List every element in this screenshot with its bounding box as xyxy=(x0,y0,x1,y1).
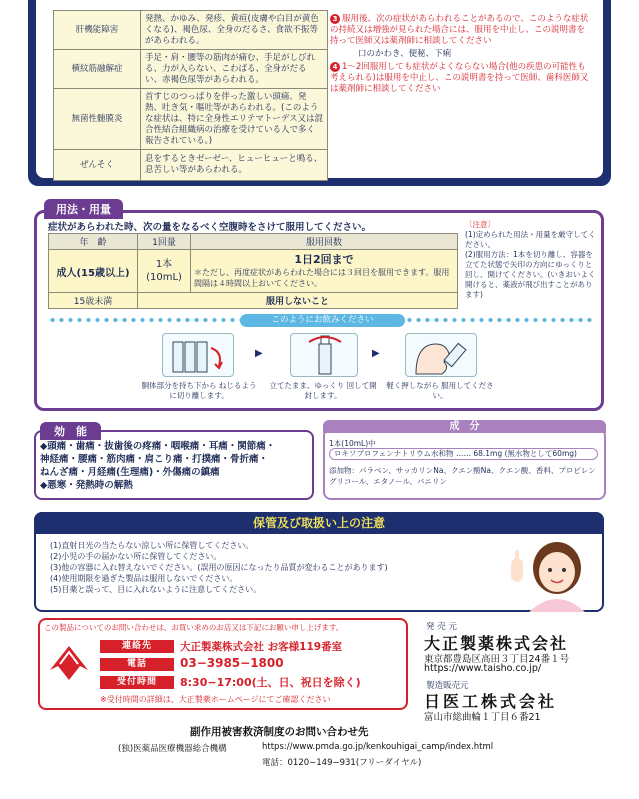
col-dose: 1回量 xyxy=(138,234,191,250)
contact-intro: この製品についてのお問い合わせは、お買い求めのお店又は下記にお願い申し上げます。 xyxy=(44,623,344,632)
contact-company: 大正製薬株式会社 お客様119番室 xyxy=(180,641,343,653)
col-frequency: 服用回数 xyxy=(191,234,458,250)
child-instruction: 服用しないこと xyxy=(138,293,458,309)
open-bottle-icon xyxy=(291,334,359,378)
list-item: (3)他の容器に入れ替えないでください。(誤用の原因になったり品質が変わることがあります) xyxy=(50,563,388,572)
efficacy-tab: 効 能 xyxy=(40,422,101,440)
list-item: (4)使用期限を過ぎた製品は服用しないでください。 xyxy=(50,574,238,583)
hours-note: ※受付時間の詳細は、大正製薬ホームページにてご確認ください xyxy=(100,695,331,704)
symptom-desc: 首すじのつっぱりを伴った激しい頭痛、発熱、吐き気・嘔吐等があらわれる。(このような症状は、特に全身性エリテマトーデス又は混合性結合組織病の治療を受けている人で多く報告されている。) xyxy=(141,89,328,150)
step3-label: 軽く押しながら 服用してください。 xyxy=(386,381,494,400)
arrow-right-icon: ▶ xyxy=(255,348,263,359)
tear-off-icon xyxy=(163,334,235,378)
efficacy-text: ◆頭痛・歯痛・抜歯後の疼痛・咽喉痛・耳痛・関節痛・ 神経痛・腰痛・筋肉痛・肩こり痛・打撲痛・骨折痛・ ねんざ痛・月経痛(生理痛)・外傷痛の鎮痛 ◆悪寒・発熱時の解熱 xyxy=(40,441,276,491)
note-3-symptoms: 口のかわき、便秘、下痢 xyxy=(358,49,452,59)
note-4: 4 1～2回服用しても症状がよくならない場合(他の疾患の可能性も考えられる)は服用を中止し、この説明書を持って医師、歯科医師又は薬剤師に相談してください xyxy=(330,62,589,94)
dosage-caution: 〔注意〕 (1)定められた用法・用量を厳守してください。 (2)服用方法：1本を切り離し、容器を立てた状態で矢印の方向にゆっくりと回し、開けてください。(いきおいよく開けると、薬液が飛び出すことがあります) xyxy=(465,220,596,299)
table-row xyxy=(54,150,328,181)
seller-label: 発 売 元 xyxy=(426,622,457,632)
dosage-intro: 症状があらわれた時、次の量をなるべく空腹時をさけて服用してください。 xyxy=(48,222,372,233)
list-item: (2)小児の手の届かない所に保管してください。 xyxy=(50,552,222,561)
maker-label: 製造販売元 xyxy=(426,681,469,691)
phone-label: 電話 xyxy=(100,658,174,671)
additives: 添加物：パラベン、サッカリンNa、クエン酸Na、クエン酸、香料、プロピレングリコール、エタノール、バニリン xyxy=(329,466,596,486)
nurse-mascot-icon xyxy=(505,528,605,612)
step2-label: 立てたまま、ゆっくり 回して開封します。 xyxy=(269,381,377,400)
storage-title: 保管及び取扱い上の注意 xyxy=(34,512,604,534)
list-item: (5)目薬と誤って、目に入れないように注意してください。 xyxy=(50,585,262,594)
hours-label: 受付時間 xyxy=(100,676,174,689)
maker-address: 富山市総曲輪１丁目６番21 xyxy=(424,712,541,723)
table-row xyxy=(54,11,328,50)
dosage-tab: 用法・用量 xyxy=(44,199,123,219)
relief-title: 副作用被害救済制度のお問い合わせ先 xyxy=(190,726,369,738)
dotted-divider xyxy=(48,317,253,323)
dosage-table xyxy=(48,233,458,309)
table-header-row xyxy=(49,234,458,250)
side-effect-notes xyxy=(330,14,592,95)
note-3: 3 服用後、次の症状があらわれることがあるので、このような症状の持続又は増強が見られた場合には、服用を中止し、この説明書を持って医師又は薬剤師に相談してください xyxy=(330,14,589,46)
adult-frequency: 1日2回まで ＊ただし、再度症状があらわれた場合には３回目を服用できます。服用間隔は４時間以上おいてください。 xyxy=(191,250,458,293)
symptom-name: 肝機能障害 xyxy=(54,11,141,50)
contact-hours: 8:30−17:00(土、日、祝日を除く) xyxy=(180,676,361,689)
contact-label: 連絡先 xyxy=(100,640,174,653)
step1-label: 胴体部分を持ち下から ねじるように切り離します。 xyxy=(141,381,257,400)
step3-illustration xyxy=(405,333,477,377)
howto-label: このようにお飲みください xyxy=(240,314,405,327)
storage-list xyxy=(50,540,500,595)
step2-illustration xyxy=(290,333,358,377)
symptom-desc: 手足・肩・腰等の筋肉が痛む、手足がしびれる、力が入らない、こわばる、全身がだるい、赤褐色尿等があらわれる。 xyxy=(141,50,328,89)
col-age: 年 齢 xyxy=(49,234,138,250)
symptom-desc: 発熱、かゆみ、発疹、黄疸(皮膚や白目が黄色くなる)、褐色尿、全身のだるさ、食欲不振等があらわれる。 xyxy=(141,11,328,50)
side-effects-table xyxy=(53,10,328,181)
step1-illustration xyxy=(162,333,234,377)
seller-name: 大正製薬株式会社 xyxy=(424,634,569,653)
symptom-name: 横紋筋融解症 xyxy=(54,50,141,89)
seller-address: 東京都豊島区高田３丁目24番１号 xyxy=(424,654,570,665)
table-row xyxy=(49,250,458,293)
list-item: (1)直射日光の当たらない涼しい所に保管してください。 xyxy=(50,541,254,550)
table-row xyxy=(49,293,458,309)
dotted-divider xyxy=(405,317,595,323)
note-number-badge: 3 xyxy=(330,14,340,24)
note-number-badge: 4 xyxy=(330,62,340,72)
maker-name: 日医工株式会社 xyxy=(424,692,558,711)
table-row xyxy=(54,50,328,89)
symptom-name: ぜんそく xyxy=(54,150,141,181)
ingredients-title: 成 分 xyxy=(323,420,606,433)
child-age: 15歳未満 xyxy=(49,293,138,309)
symptom-desc: 息をするときゼーゼー、ヒューヒューと鳴る、息苦しい等があらわれる。 xyxy=(141,150,328,181)
table-row xyxy=(54,89,328,150)
taisho-eagle-logo-icon xyxy=(46,640,92,686)
adult-age: 成人(15歳以上) xyxy=(49,250,138,293)
symptom-name: 無菌性髄膜炎 xyxy=(54,89,141,150)
relief-org: (独)医薬品医療機器総合機構 xyxy=(118,744,227,754)
relief-url[interactable]: https://www.pmda.go.jp/kenkouhigai_camp/index.html xyxy=(262,742,494,752)
relief-phone: 電話：0120−149−931(フリーダイヤル) xyxy=(262,758,422,768)
seller-url[interactable]: https://www.taisho.co.jp/ xyxy=(424,663,542,674)
arrow-right-icon: ▶ xyxy=(372,348,380,359)
adult-dose: 1本 (10mL) xyxy=(138,250,191,293)
main-ingredient: ロキソプロフェンナトリウム水和物 …… 68.1mg (無水物として60mg) xyxy=(329,448,598,460)
ingredients-unit: 1本(10mL)中 xyxy=(329,439,376,448)
contact-phone: 03−3985−1800 xyxy=(180,656,284,670)
drink-icon xyxy=(406,334,478,378)
